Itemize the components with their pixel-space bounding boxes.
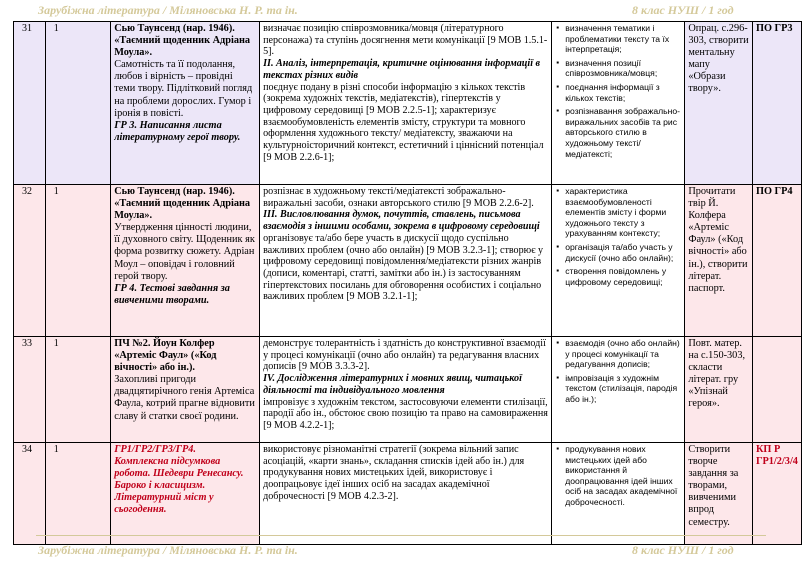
topic-gr: ГР 3. Написання листа літературному герої твору. — [114, 119, 241, 143]
outcome-heading: ІІ. Аналіз, інтерпретація, критичне оцінювання інформації в текстах різних видів — [263, 58, 541, 81]
table-row — [14, 337, 802, 443]
topic-title: Сью Таунсенд (нар. 1946). «Таємний щоденник Адріана Моула». — [114, 23, 251, 59]
assessment: ПО ГР4 — [752, 185, 801, 337]
outcome-text: використовує різноманітні стратегії (зокрема вільний запис асоціацій, «карти знань», складання списків ідей або ін.) для продукування нових мистецьких ідей, використовує і доопрацьовує ідеї інших осіб на засадах академічної доброчесності [9 МОВ 4.2.3-2]. — [263, 444, 525, 502]
homework: Створити творче завдання за творами, вивченими впрод семестру. — [685, 443, 753, 545]
outcome-text: поєднує подану в різні способи інформацію з кількох текстів (зокрема художніх текстів, медіатекстів), гіпертекстів у цифровому середовищі [9 МОВ 2.2.5-1]; характеризує взаємообумовленість елементів змісту, структури та мовного оформлення художнього тексту/ медіатексту, зважаючи на культурноісторичний контекст, естетичний і ціннісний потенціал [9 МОВ 2.2.6-1]; — [263, 81, 544, 163]
homework: Повт. матер. на с.150-303, скласти літерат. гру «Упізнай героя». — [685, 337, 753, 443]
skill-item: ▪ поєднання інформації з кількох текстів; — [565, 82, 681, 103]
outcomes-cell — [260, 337, 552, 443]
topic-title: Сью Таунсенд (нар. 1946). «Таємний щоденник Адріана Моула». — [114, 186, 251, 222]
skill-item: ▪ визначення тематики і проблематики тексту та їх інтерпретація; — [565, 23, 681, 55]
skill-item: ▪ організація та/або участь у дискусії (очно або онлайн); — [565, 242, 681, 263]
lesson-number: 34 — [14, 443, 46, 545]
hours: 1 — [45, 443, 111, 545]
assessment: ПО ГР3 — [752, 22, 801, 185]
topic-body: Утвердження цінності людини, її духовного світу. Щоденник як форма розвитку сюжету. Адріан Моул – оповідач і головний герой твору. — [114, 222, 255, 282]
skills-cell — [552, 185, 685, 337]
topic-gr: Комплексна підсумкова робота. Шедеври Ренесансу. Бароко і класицизм. Літературний міст у сьогодення. — [114, 456, 244, 516]
footer-right: 8 клас НУШ / 1 год — [632, 543, 734, 557]
homework: Прочитати твір Й. Колфера «Артеміс Фаул» («Код вічності» або ін.), створити літерат. паспорт. — [685, 185, 753, 337]
skills-cell — [552, 337, 685, 443]
skill-item: ▪ характеристика взаємообумовленості елементів змісту і форми художнього тексту з урахуванням контексту; — [565, 186, 681, 239]
topic-body: Захопливі пригоди двадцятирічного генія Артеміса Фаула, котрий прагне відновити славу й статки своєї родини. — [114, 374, 255, 422]
outcome-text: імпровізує з художнім текстом, застосовуючи елементи стилізації, пародії або ін., обстоює свою позицію та право на самовираження [9 МОВ 4.2.2-1]; — [263, 396, 548, 431]
outcome-text: визначає позицію співрозмовника/мовця (літературного персонажа) та ступінь досягнення мети комунікації [9 МОВ 1.5.1-5]. — [263, 23, 548, 58]
table-row — [14, 185, 802, 337]
topic-cell — [111, 185, 260, 337]
homework: Опрац. с.296-303, створити ментальну мапу «Образи твору». — [685, 22, 753, 185]
hours: 1 — [45, 337, 111, 443]
topic-gr: ГР 4. Тестові завдання за вивченими творами. — [114, 282, 230, 306]
skill-item: ▪ створення повідомлень у цифровому середовищі; — [565, 266, 681, 287]
topic-title: ПЧ №2. Йоун Колфер «Артеміс Фаул» («Код вічності» або ін.). — [114, 338, 217, 374]
table-row — [14, 22, 802, 185]
topic-title: ГР1/ГР2/ГР3/ГР4. — [114, 444, 197, 455]
outcome-text: розпізнає в художньому тексті/медіатексті зображально-виражальні засоби, ознаки авторського стилю [9 МОВ 2.2.6-2]. — [263, 186, 534, 209]
outcome-text: організовує та/або бере участь в дискусії щодо суспільно важливих проблем (очно або онлайн) [9 МОВ 3.2.3-1]; створює у цифровому середовищі повідомлення/медіатексти різних жанрів (дописи, коментарі, статті, замітки або ін.) із застосуванням гіпертекстових посилань для обговорення особистих і соціально важливих проблем [9 МОВ 3.2.1-1]; — [263, 232, 544, 303]
outcomes-cell — [260, 185, 552, 337]
lesson-number: 32 — [14, 185, 46, 337]
page-header — [0, 0, 802, 20]
assessment — [752, 337, 801, 443]
page-footer — [0, 540, 802, 560]
topic-body: Самотність та її подолання, любов і вірність – провідні теми твору. Підлітковий погляд на проблеми дорослих. Гумор і іронія в повісті. — [114, 59, 253, 119]
topic-cell — [111, 443, 260, 545]
header-left: Зарубіжна література / Міляновська Н. Р. та ін. — [38, 3, 298, 17]
skill-item: ▪ розпізнавання зображально-виражальних засобів та рис авторського стилю в художньому тексті/медіатексті; — [565, 106, 681, 159]
outcome-heading: IV. Дослідження літературних і мовних явищ, читацької діяльності та індивідуального мовлення — [263, 373, 522, 396]
curriculum-table — [13, 21, 802, 545]
outcome-text: демонструє толерантність і здатність до конструктивної взаємодії у процесі комунікації (очно або онлайн) та редагування власних дописів [9 МОВ 3.3.3-2]. — [263, 338, 546, 373]
skills-cell — [552, 443, 685, 545]
hours: 1 — [45, 185, 111, 337]
lesson-number: 31 — [14, 22, 46, 185]
lesson-number: 33 — [14, 337, 46, 443]
skills-cell — [552, 22, 685, 185]
footer-left: Зарубіжна література / Міляновська Н. Р. та ін. — [38, 543, 298, 557]
topic-cell — [111, 22, 260, 185]
skill-item: ▪ взаємодія (очно або онлайн) у процесі комунікації та редагування дописів; — [565, 338, 681, 370]
topic-cell — [111, 337, 260, 443]
skill-item: ▪ продукування нових мистецьких ідей або використання й доопрацювання ідей інших осіб на засадах академічної доброчесності. — [565, 444, 681, 508]
outcome-heading: ІІІ. Висловлювання думок, почуттів, ставлень, письмова взаємодія з іншими особами, зокрема в цифровому середовищі — [263, 209, 540, 233]
outcomes-cell — [260, 22, 552, 185]
skill-item: ▪ визначення позиції співрозмовника/мовця; — [565, 58, 681, 79]
assessment: КП Р ГР1/2/3/4 — [752, 443, 801, 545]
outcomes-cell — [260, 443, 552, 545]
table-row — [14, 443, 802, 545]
header-right: 8 клас НУШ / 1 год — [632, 3, 734, 17]
skill-item: ▪ імпровізація з художнім текстом (стилізація, пародія або ін.); — [565, 373, 681, 405]
hours: 1 — [45, 22, 111, 185]
footer-divider — [36, 535, 766, 536]
